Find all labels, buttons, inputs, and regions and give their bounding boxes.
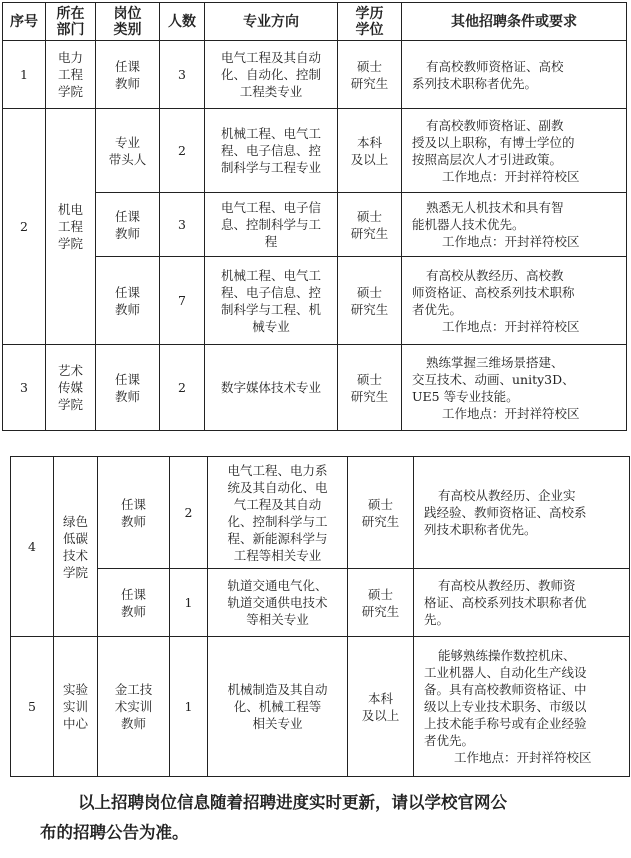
- post-cell: 金工技 术实训 教师: [98, 637, 170, 777]
- major-cell: 轨道交通电气化、 轨道交通供电技术 等相关专业: [208, 569, 348, 637]
- count-cell: 7: [160, 257, 205, 345]
- post-cell: 任课 教师: [96, 41, 160, 109]
- header-seq: 序号: [3, 3, 46, 41]
- major-cell: 数字媒体技术专业: [205, 345, 338, 431]
- post-cell: 任课 教师: [96, 257, 160, 345]
- header-count: 人数: [160, 3, 205, 41]
- recruitment-table-part-2: [10, 456, 630, 777]
- table-row: [3, 109, 627, 193]
- edu-cell: 硕士 研究生: [338, 193, 402, 257]
- work-location: 工作地点：开封祥符校区: [442, 405, 580, 421]
- seq-cell: 3: [3, 345, 46, 431]
- major-cell: 电气工程、电子信 息、控制科学与工 程: [205, 193, 338, 257]
- major-cell: 机械工程、电气工 程、电子信息、控 制科学与工程专业: [205, 109, 338, 193]
- table-row: [3, 193, 627, 257]
- seq-cell: 5: [11, 637, 54, 777]
- footer-line-1: 以上招聘岗位信息随着招聘进度实时更新，请以学校官网公: [78, 793, 507, 812]
- table-row: [11, 637, 630, 777]
- count-cell: 1: [170, 569, 208, 637]
- header-requirements: 其他招聘条件或要求: [402, 3, 627, 41]
- header-major: 专业方向: [205, 3, 338, 41]
- work-location: 工作地点：开封祥符校区: [442, 318, 580, 334]
- dept-cell: 艺术 传媒 学院: [46, 345, 96, 431]
- post-cell: 任课 教师: [96, 345, 160, 431]
- seq-cell: 1: [3, 41, 46, 109]
- major-cell: 电气工程、电力系 统及其自动化、电 气工程及其自动 化、控制科学与工 程、新能源科学与 工程等相关专业: [208, 457, 348, 569]
- footer-line-2: 布的招聘公告为准。: [40, 823, 189, 842]
- dept-cell: 机电 工程 学院: [46, 109, 96, 345]
- count-cell: 3: [160, 41, 205, 109]
- post-cell: 任课 教师: [98, 569, 170, 637]
- edu-cell: 本科 及以上: [338, 109, 402, 193]
- work-location: 工作地点：开封祥符校区: [442, 168, 580, 184]
- header-dept: 所在 部门: [46, 3, 96, 41]
- work-location: 工作地点：开封祥符校区: [442, 234, 580, 249]
- edu-cell: 本科 及以上: [348, 637, 414, 777]
- count-cell: 2: [160, 109, 205, 193]
- requirements-cell: 有高校从教经历、高校教 师资格证、高校系列技术职称 者优先。 工作地点：开封祥符校区: [402, 257, 627, 345]
- count-cell: 2: [170, 457, 208, 569]
- post-cell: 专业 带头人: [96, 109, 160, 193]
- requirements-cell: 有高校教师资格证、副教 授及以上职称，有博士学位的 按照高层次人才引进政策。 工作地点：开封祥符校区: [402, 109, 627, 193]
- requirements-cell: 熟练掌握三维场景搭建、 交互技术、动画、unity3D、 UE5 等专业技能。 工作地点：开封祥符校区: [402, 345, 627, 431]
- seq-cell: 2: [3, 109, 46, 345]
- table-row: [11, 457, 630, 569]
- count-cell: 3: [160, 193, 205, 257]
- dept-cell: 实验 实训 中心: [54, 637, 98, 777]
- requirements-cell: 有高校从教经历、企业实 践经验、教师资格证、高校系 列技术职称者优先。: [414, 457, 630, 569]
- dept-cell: 电力 工程 学院: [46, 41, 96, 109]
- requirements-cell: 有高校教师资格证、高校 系列技术职称者优先。: [402, 41, 627, 109]
- edu-cell: 硕士 研究生: [338, 41, 402, 109]
- edu-cell: 硕士 研究生: [338, 345, 402, 431]
- table-header-row: [3, 3, 627, 41]
- major-cell: 电气工程及其自动 化、自动化、控制 工程类专业: [205, 41, 338, 109]
- post-cell: 任课 教师: [98, 457, 170, 569]
- table-row: [3, 41, 627, 109]
- header-edu: 学历 学位: [338, 3, 402, 41]
- seq-cell: 4: [11, 457, 54, 637]
- edu-cell: 硕士 研究生: [348, 457, 414, 569]
- requirements-cell: 有高校从教经历、教师资 格证、高校系列技术职称者优 先。: [414, 569, 630, 637]
- major-cell: 机械制造及其自动 化、机械工程等 相关专业: [208, 637, 348, 777]
- header-post: 岗位 类别: [96, 3, 160, 41]
- major-cell: 机械工程、电气工 程、电子信息、控 制科学与工程、机 械专业: [205, 257, 338, 345]
- post-cell: 任课 教师: [96, 193, 160, 257]
- requirements-cell: 熟悉无人机技术和具有智 能机器人技术优先。 工作地点：开封祥符校区: [402, 193, 627, 257]
- table-row: [3, 345, 627, 431]
- edu-cell: 硕士 研究生: [348, 569, 414, 637]
- count-cell: 2: [160, 345, 205, 431]
- requirements-cell: 能够熟练操作数控机床、 工业机器人、自动化生产线设 备。具有高校教师资格证、中 级以上专业技术职务、市级以 上技术能手称号或有企业经验 者优先。 工作地点：开封祥符校区: [414, 637, 630, 777]
- table-row: [3, 257, 627, 345]
- count-cell: 1: [170, 637, 208, 777]
- edu-cell: 硕士 研究生: [338, 257, 402, 345]
- work-location: 工作地点：开封祥符校区: [454, 750, 592, 765]
- table-row: [11, 569, 630, 637]
- dept-cell: 绿色 低碳 技术 学院: [54, 457, 98, 637]
- footer-note: [40, 788, 620, 848]
- recruitment-table-part-1: [2, 2, 627, 431]
